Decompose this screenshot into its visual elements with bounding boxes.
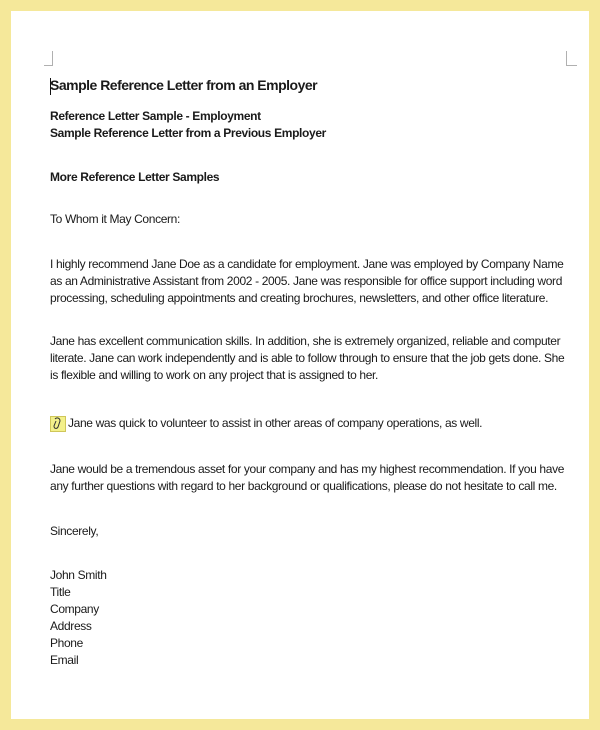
signature-email: Email [50, 653, 79, 667]
document-page [11, 11, 589, 719]
crop-mark-top-right [566, 51, 577, 66]
paragraph-3-line [50, 415, 482, 432]
signature-company: Company [50, 602, 99, 616]
signature-title: Title [50, 585, 71, 599]
closing: Sincerely, [50, 524, 99, 538]
comment-marker-icon[interactable] [50, 416, 66, 432]
paragraph-4: Jane would be a tremendous asset for your company and has my highest recommendation. If you have any further questions with regard to her background or qualifications, please do not hesitate to call me. [50, 462, 565, 493]
paragraph-3: Jane was quick to volunteer to assist in other areas of company operations, as well. [68, 416, 483, 430]
salutation: To Whom it May Concern: [50, 212, 180, 226]
crop-mark-top-left [44, 51, 53, 66]
more-samples-heading[interactable]: More Reference Letter Samples [50, 170, 220, 184]
signature-address: Address [50, 619, 92, 633]
paragraph-2: Jane has excellent communication skills. In addition, she is extremely organized, reliable and computer literate. Jane can work independently and is able to follow through to ensure that the job gets done. She is flexible and willing to work on any project that is assigned to her. [50, 334, 565, 382]
paragraph-1: I highly recommend Jane Doe as a candidate for employment. Jane was employed by Company Name as an Administrative Assistant from 2002 - 2005. Jane was responsible for office support including word processing, scheduling appointments and creating brochures, newsletters, and other office literature. [50, 257, 564, 305]
document-title: Sample Reference Letter from an Employer [50, 77, 318, 93]
signature-phone: Phone [50, 636, 83, 650]
link-previous-employer[interactable]: Sample Reference Letter from a Previous Employer [50, 126, 326, 140]
signature-name: John Smith [50, 568, 107, 582]
link-reference-letter-employment[interactable]: Reference Letter Sample - Employment [50, 109, 261, 123]
